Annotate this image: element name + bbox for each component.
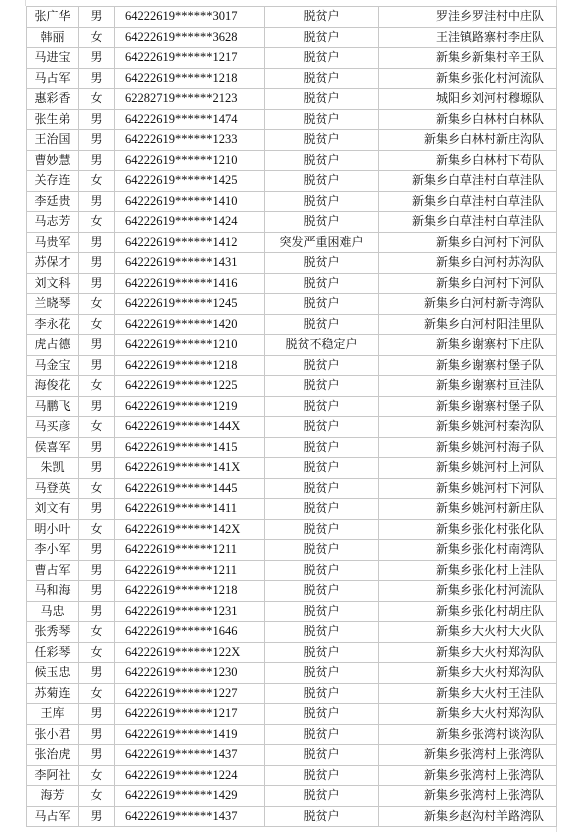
cell-id-number[interactable]: 64222619******1227 <box>115 683 265 704</box>
cell-address[interactable]: 新集乡白河村阳洼里队 <box>379 314 557 335</box>
table-row <box>27 191 557 212</box>
cell-gender[interactable]: 男 <box>79 499 115 520</box>
cell-address[interactable]: 新集乡大火村大火队 <box>379 622 557 643</box>
table-row <box>27 294 557 315</box>
cell-name[interactable]: 马金宝 <box>27 355 79 376</box>
table-row <box>27 27 557 48</box>
cell-address[interactable]: 新集乡新集村辛王队 <box>379 48 557 69</box>
cell-address[interactable]: 新集乡赵沟村羊路湾队 <box>379 806 557 827</box>
cell-category[interactable]: 脱贫户 <box>265 437 379 458</box>
cell-category[interactable]: 脱贫户 <box>265 786 379 807</box>
cell-gender[interactable]: 男 <box>79 663 115 684</box>
cell-id-number[interactable]: 64222619******1218 <box>115 355 265 376</box>
cell-name[interactable]: 马占军 <box>27 806 79 827</box>
cell-id-number[interactable]: 64222619******1218 <box>115 68 265 89</box>
cell-address[interactable]: 新集乡白河村苏沟队 <box>379 253 557 274</box>
cell-category[interactable]: 脱贫户 <box>265 540 379 561</box>
table-row <box>27 109 557 130</box>
cell-id-number[interactable]: 64222619******1217 <box>115 704 265 725</box>
cell-id-number[interactable]: 64222619******1211 <box>115 540 265 561</box>
cell-name[interactable]: 李廷贵 <box>27 191 79 212</box>
table-row <box>27 478 557 499</box>
cell-category[interactable]: 脱贫户 <box>265 663 379 684</box>
cell-gender[interactable]: 男 <box>79 437 115 458</box>
cell-name[interactable]: 李永花 <box>27 314 79 335</box>
cell-name[interactable]: 海芳 <box>27 786 79 807</box>
cell-address[interactable]: 新集乡谢寨村下庄队 <box>379 335 557 356</box>
table-row <box>27 212 557 233</box>
cell-gender[interactable]: 男 <box>79 273 115 294</box>
cell-name[interactable]: 兰晓琴 <box>27 294 79 315</box>
cell-category[interactable]: 脱贫户 <box>265 458 379 479</box>
cell-id-number[interactable]: 64222619******1424 <box>115 212 265 233</box>
table-row <box>27 499 557 520</box>
cell-gender[interactable]: 男 <box>79 7 115 28</box>
cell-id-number[interactable]: 64222619******3628 <box>115 27 265 48</box>
table-row <box>27 437 557 458</box>
cell-category[interactable]: 脱贫不稳定户 <box>265 335 379 356</box>
cell-category[interactable]: 脱贫户 <box>265 724 379 745</box>
cell-category[interactable]: 脱贫户 <box>265 48 379 69</box>
cell-gender[interactable]: 男 <box>79 745 115 766</box>
cell-category[interactable]: 脱贫户 <box>265 704 379 725</box>
cell-gender[interactable]: 女 <box>79 376 115 397</box>
table-row <box>27 355 557 376</box>
table-row <box>27 335 557 356</box>
table-row <box>27 314 557 335</box>
cell-category[interactable]: 脱贫户 <box>265 191 379 212</box>
table-row <box>27 130 557 151</box>
cell-name[interactable]: 曹妙慧 <box>27 150 79 171</box>
cell-address[interactable]: 新集乡白林村白林队 <box>379 109 557 130</box>
cell-id-number[interactable]: 64222619******1233 <box>115 130 265 151</box>
household-table <box>26 6 557 827</box>
cell-name[interactable]: 关存连 <box>27 171 79 192</box>
cell-id-number[interactable]: 64222619******3017 <box>115 7 265 28</box>
cell-gender[interactable]: 男 <box>79 355 115 376</box>
cell-address[interactable]: 新集乡白河村下河队 <box>379 232 557 253</box>
cell-name[interactable]: 马贵军 <box>27 232 79 253</box>
cell-gender[interactable]: 男 <box>79 109 115 130</box>
cell-name[interactable]: 张秀琴 <box>27 622 79 643</box>
cell-gender[interactable]: 男 <box>79 396 115 417</box>
cell-name[interactable]: 曹占军 <box>27 560 79 581</box>
cell-category[interactable]: 脱贫户 <box>265 171 379 192</box>
cell-name[interactable]: 李阿社 <box>27 765 79 786</box>
cell-gender[interactable]: 女 <box>79 212 115 233</box>
cell-category[interactable]: 脱贫户 <box>265 7 379 28</box>
cell-address[interactable]: 新集乡白草洼村白草洼队 <box>379 212 557 233</box>
cell-address[interactable]: 新集乡谢寨村堡子队 <box>379 396 557 417</box>
cell-id-number[interactable]: 64222619******1225 <box>115 376 265 397</box>
cell-name[interactable]: 苏菊连 <box>27 683 79 704</box>
cell-category[interactable]: 脱贫户 <box>265 89 379 110</box>
cell-name[interactable]: 马鹏飞 <box>27 396 79 417</box>
table-row <box>27 232 557 253</box>
table-row <box>27 601 557 622</box>
table-row <box>27 458 557 479</box>
cell-category[interactable]: 脱贫户 <box>265 253 379 274</box>
cell-gender[interactable]: 男 <box>79 458 115 479</box>
cell-address[interactable]: 新集乡张化村南湾队 <box>379 540 557 561</box>
cell-name[interactable]: 刘文有 <box>27 499 79 520</box>
cell-address[interactable]: 新集乡张化村上洼队 <box>379 560 557 581</box>
cell-id-number[interactable]: 64222619******1411 <box>115 499 265 520</box>
cell-category[interactable]: 脱贫户 <box>265 622 379 643</box>
cell-category[interactable]: 脱贫户 <box>265 519 379 540</box>
cell-id-number[interactable]: 64222619******1210 <box>115 150 265 171</box>
cell-gender[interactable]: 男 <box>79 191 115 212</box>
cell-name[interactable]: 刘文科 <box>27 273 79 294</box>
table-row <box>27 581 557 602</box>
cell-category[interactable]: 脱贫户 <box>265 560 379 581</box>
cell-name[interactable]: 张小君 <box>27 724 79 745</box>
cell-id-number[interactable]: 64222619******1445 <box>115 478 265 499</box>
cell-gender[interactable]: 男 <box>79 335 115 356</box>
cell-gender[interactable]: 女 <box>79 27 115 48</box>
cell-name[interactable]: 惠彩香 <box>27 89 79 110</box>
table-row <box>27 273 557 294</box>
table-row <box>27 89 557 110</box>
cell-address[interactable]: 新集乡白林村新庄沟队 <box>379 130 557 151</box>
table-row <box>27 683 557 704</box>
cell-name[interactable]: 张生弟 <box>27 109 79 130</box>
table-row <box>27 519 557 540</box>
cell-gender[interactable]: 女 <box>79 765 115 786</box>
cell-address[interactable]: 新集乡大火村郑沟队 <box>379 642 557 663</box>
cell-category[interactable]: 脱贫户 <box>265 642 379 663</box>
cell-address[interactable]: 新集乡白草洼村白草洼队 <box>379 191 557 212</box>
cell-category[interactable]: 脱贫户 <box>265 355 379 376</box>
cell-address[interactable]: 罗洼乡罗洼村中庄队 <box>379 7 557 28</box>
cell-id-number[interactable]: 64222619******1425 <box>115 171 265 192</box>
cell-id-number[interactable]: 64222619******1217 <box>115 48 265 69</box>
cell-gender[interactable]: 男 <box>79 232 115 253</box>
cell-gender[interactable]: 男 <box>79 724 115 745</box>
cell-address[interactable]: 新集乡白河村下河队 <box>379 273 557 294</box>
cell-category[interactable]: 脱贫户 <box>265 581 379 602</box>
table-row <box>27 396 557 417</box>
cell-gender[interactable]: 女 <box>79 642 115 663</box>
cell-address[interactable]: 新集乡张湾村上张湾队 <box>379 745 557 766</box>
cell-category[interactable]: 脱贫户 <box>265 765 379 786</box>
cell-name[interactable]: 马进宝 <box>27 48 79 69</box>
cell-gender[interactable]: 女 <box>79 89 115 110</box>
cell-address[interactable]: 新集乡姚河村新庄队 <box>379 499 557 520</box>
table-row <box>27 806 557 827</box>
cell-category[interactable]: 脱贫户 <box>265 314 379 335</box>
cell-id-number[interactable]: 64222619******1210 <box>115 335 265 356</box>
table-row <box>27 642 557 663</box>
cell-gender[interactable]: 男 <box>79 806 115 827</box>
cell-address[interactable]: 新集乡大火村郑沟队 <box>379 663 557 684</box>
cell-address[interactable]: 城阳乡刘河村穆塬队 <box>379 89 557 110</box>
cell-id-number[interactable]: 64222619******1410 <box>115 191 265 212</box>
cell-address[interactable]: 新集乡张湾村上张湾队 <box>379 786 557 807</box>
cell-category[interactable]: 脱贫户 <box>265 417 379 438</box>
cell-gender[interactable]: 男 <box>79 253 115 274</box>
cell-name[interactable]: 明小叶 <box>27 519 79 540</box>
cell-gender[interactable]: 男 <box>79 704 115 725</box>
cell-category[interactable]: 脱贫户 <box>265 396 379 417</box>
cell-gender[interactable]: 男 <box>79 581 115 602</box>
cell-address[interactable]: 新集乡谢寨村堡子队 <box>379 355 557 376</box>
cell-id-number[interactable]: 64222619******1230 <box>115 663 265 684</box>
cell-id-number[interactable]: 64222619******1415 <box>115 437 265 458</box>
cell-address[interactable]: 新集乡张化村张化队 <box>379 519 557 540</box>
cell-address[interactable]: 新集乡张化村胡庄队 <box>379 601 557 622</box>
table-row <box>27 171 557 192</box>
cell-gender[interactable]: 女 <box>79 171 115 192</box>
cell-category[interactable]: 脱贫户 <box>265 499 379 520</box>
cell-gender[interactable]: 男 <box>79 68 115 89</box>
cell-category[interactable]: 脱贫户 <box>265 130 379 151</box>
cell-id-number[interactable]: 64222619******1211 <box>115 560 265 581</box>
cell-gender[interactable]: 女 <box>79 478 115 499</box>
cell-gender[interactable]: 女 <box>79 683 115 704</box>
cell-gender[interactable]: 男 <box>79 540 115 561</box>
cell-id-number[interactable]: 64222619******1429 <box>115 786 265 807</box>
cell-id-number[interactable]: 64222619******141X <box>115 458 265 479</box>
cell-name[interactable]: 马买彦 <box>27 417 79 438</box>
cell-category[interactable]: 脱贫户 <box>265 478 379 499</box>
cell-category[interactable]: 脱贫户 <box>265 273 379 294</box>
cell-address[interactable]: 新集乡大火村郑沟队 <box>379 704 557 725</box>
cell-name[interactable]: 王库 <box>27 704 79 725</box>
cell-address[interactable]: 新集乡张化村河流队 <box>379 581 557 602</box>
cell-gender[interactable]: 女 <box>79 417 115 438</box>
cell-address[interactable]: 新集乡白草洼村白草洼队 <box>379 171 557 192</box>
cell-id-number[interactable]: 64222619******1474 <box>115 109 265 130</box>
table-row <box>27 663 557 684</box>
cell-address[interactable]: 新集乡大火村王洼队 <box>379 683 557 704</box>
cell-category[interactable]: 脱贫户 <box>265 601 379 622</box>
cell-id-number[interactable]: 64222619******1431 <box>115 253 265 274</box>
cell-gender[interactable]: 男 <box>79 48 115 69</box>
cell-name[interactable]: 韩丽 <box>27 27 79 48</box>
table-row <box>27 622 557 643</box>
cell-id-number[interactable]: 64222619******1224 <box>115 765 265 786</box>
cell-category[interactable]: 脱贫户 <box>265 683 379 704</box>
cell-address[interactable]: 新集乡姚河村海子队 <box>379 437 557 458</box>
table-row <box>27 724 557 745</box>
table-row <box>27 253 557 274</box>
cell-gender[interactable]: 女 <box>79 314 115 335</box>
cell-name[interactable]: 张广华 <box>27 7 79 28</box>
cell-id-number[interactable]: 64222619******1219 <box>115 396 265 417</box>
cell-name[interactable]: 张治虎 <box>27 745 79 766</box>
cell-id-number[interactable]: 64222619******1420 <box>115 314 265 335</box>
cell-category[interactable]: 脱贫户 <box>265 150 379 171</box>
cell-id-number[interactable]: 64222619******144X <box>115 417 265 438</box>
table-row <box>27 376 557 397</box>
cell-id-number[interactable]: 64222619******1419 <box>115 724 265 745</box>
cell-gender[interactable]: 女 <box>79 786 115 807</box>
table-body <box>27 7 557 827</box>
cell-address[interactable]: 新集乡白林村下苟队 <box>379 150 557 171</box>
cell-name[interactable]: 虎占德 <box>27 335 79 356</box>
table-row <box>27 417 557 438</box>
cell-gender[interactable]: 女 <box>79 294 115 315</box>
cell-category[interactable]: 脱贫户 <box>265 27 379 48</box>
cell-name[interactable]: 马登英 <box>27 478 79 499</box>
cell-id-number[interactable]: 64222619******1437 <box>115 806 265 827</box>
cell-address[interactable]: 新集乡谢寨村亘洼队 <box>379 376 557 397</box>
cell-gender[interactable]: 男 <box>79 601 115 622</box>
cell-gender[interactable]: 男 <box>79 130 115 151</box>
cell-name[interactable]: 李小军 <box>27 540 79 561</box>
cell-gender[interactable]: 女 <box>79 622 115 643</box>
cell-id-number[interactable]: 64222619******142X <box>115 519 265 540</box>
cell-address[interactable]: 新集乡姚河村秦沟队 <box>379 417 557 438</box>
table-row <box>27 560 557 581</box>
cell-address[interactable]: 王洼镇路寨村李庄队 <box>379 27 557 48</box>
cell-category[interactable]: 脱贫户 <box>265 294 379 315</box>
cell-address[interactable]: 新集乡张湾村上张湾队 <box>379 765 557 786</box>
cell-name[interactable]: 侯喜军 <box>27 437 79 458</box>
cell-id-number[interactable]: 64222619******1437 <box>115 745 265 766</box>
cell-id-number[interactable]: 64222619******1245 <box>115 294 265 315</box>
cell-name[interactable]: 马占军 <box>27 68 79 89</box>
cell-address[interactable]: 新集乡姚河村上河队 <box>379 458 557 479</box>
cell-gender[interactable]: 男 <box>79 560 115 581</box>
cell-category[interactable]: 脱贫户 <box>265 376 379 397</box>
table-row <box>27 745 557 766</box>
table-row <box>27 7 557 28</box>
cell-category[interactable]: 突发严重困难户 <box>265 232 379 253</box>
cell-gender[interactable]: 女 <box>79 519 115 540</box>
table-row <box>27 540 557 561</box>
table-row <box>27 765 557 786</box>
cell-id-number[interactable]: 64222619******122X <box>115 642 265 663</box>
cell-id-number[interactable]: 64222619******1412 <box>115 232 265 253</box>
cell-category[interactable]: 脱贫户 <box>265 745 379 766</box>
table-row <box>27 786 557 807</box>
cell-address[interactable]: 新集乡张化村河流队 <box>379 68 557 89</box>
cell-id-number[interactable]: 64222619******1218 <box>115 581 265 602</box>
cell-name[interactable]: 朱凯 <box>27 458 79 479</box>
cell-address[interactable]: 新集乡姚河村下河队 <box>379 478 557 499</box>
cell-id-number[interactable]: 64222619******1646 <box>115 622 265 643</box>
cell-category[interactable]: 脱贫户 <box>265 109 379 130</box>
cell-gender[interactable]: 男 <box>79 150 115 171</box>
cell-name[interactable]: 任彩琴 <box>27 642 79 663</box>
table-row <box>27 68 557 89</box>
cell-name[interactable]: 海俊花 <box>27 376 79 397</box>
cell-id-number[interactable]: 62282719******2123 <box>115 89 265 110</box>
cell-name[interactable]: 马忠 <box>27 601 79 622</box>
cell-name[interactable]: 苏保才 <box>27 253 79 274</box>
cell-name[interactable]: 候玉忠 <box>27 663 79 684</box>
cell-category[interactable]: 脱贫户 <box>265 806 379 827</box>
table-row <box>27 48 557 69</box>
cell-id-number[interactable]: 64222619******1231 <box>115 601 265 622</box>
cell-address[interactable]: 新集乡白河村新寺湾队 <box>379 294 557 315</box>
cell-address[interactable]: 新集乡张湾村谈沟队 <box>379 724 557 745</box>
cell-category[interactable]: 脱贫户 <box>265 212 379 233</box>
cell-name[interactable]: 马志芳 <box>27 212 79 233</box>
cell-name[interactable]: 王治国 <box>27 130 79 151</box>
cell-id-number[interactable]: 64222619******1416 <box>115 273 265 294</box>
cell-name[interactable]: 马和海 <box>27 581 79 602</box>
cell-category[interactable]: 脱贫户 <box>265 68 379 89</box>
table-row <box>27 150 557 171</box>
table-row <box>27 704 557 725</box>
